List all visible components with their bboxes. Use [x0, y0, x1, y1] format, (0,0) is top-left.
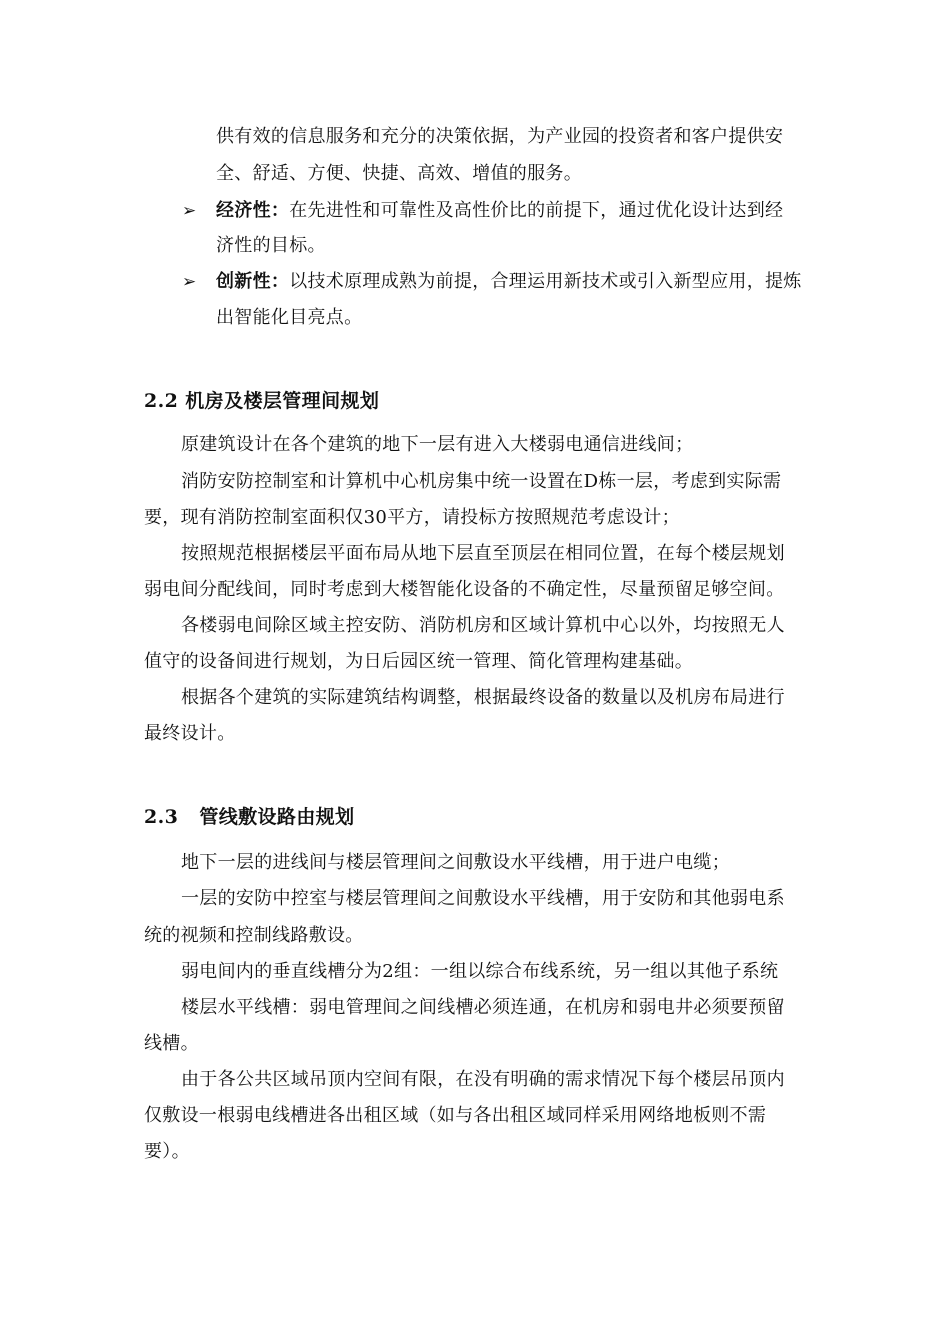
paragraph-line: 按照规范根据楼层平面布局从地下层直至顶层在相同位置，在每个楼层规划 [181, 543, 785, 564]
paragraph-line: 楼层水平线槽：弱电管理间之间线槽必须连通，在机房和弱电井必须要预留 [181, 997, 785, 1018]
bullet-text-continued: 出智能化目亮点。 [216, 307, 363, 328]
intro-line-2: 全、舒适、方便、快捷、高效、增值的服务。 [216, 163, 582, 184]
paragraph-line: 弱电间分配线间，同时考虑到大楼智能化设备的不确定性，尽量预留足够空间。 [144, 579, 785, 600]
paragraph-line: 值守的设备间进行规划，为日后园区统一管理、简化管理构建基础。 [144, 651, 693, 672]
section-title: 管线敷设路由规划 [199, 806, 355, 828]
paragraph-line: 最终设计。 [144, 723, 236, 744]
section-heading-2-3 [144, 804, 355, 830]
paragraph-line: 各楼弱电间除区域主控安防、消防机房和区域计算机中心以外，均按照无人 [181, 615, 785, 636]
paragraph-line: 根据各个建筑的实际建筑结构调整，根据最终设备的数量以及机房布局进行 [181, 687, 785, 708]
paragraph-line: 由于各公共区域吊顶内空间有限，在没有明确的需求情况下每个楼层吊顶内 [181, 1069, 785, 1090]
paragraph-line: 统的视频和控制线路敷设。 [144, 925, 364, 946]
section-heading-2-2 [144, 388, 379, 414]
paragraph-line: 要）。 [144, 1141, 190, 1162]
paragraph-line: 线槽。 [144, 1033, 199, 1054]
arrow-bullet-icon: ➢ [182, 201, 197, 221]
bullet-term: 经济性： [216, 200, 290, 221]
bullet-text: 在先进性和可靠性及高性价比的前提下，通过优化设计达到经 [289, 200, 784, 221]
paragraph-line: 原建筑设计在各个建筑的地下一层有进入大楼弱电通信进线间； [181, 434, 694, 455]
paragraph-line: 消防安防控制室和计算机中心机房集中统一设置在D栋一层，考虑到实际需 [181, 471, 782, 492]
section-number: 2.2 [144, 390, 179, 412]
bullet-term: 创新性： [216, 271, 290, 292]
section-title: 机房及楼层管理间规划 [185, 390, 380, 412]
paragraph-line: 弱电间内的垂直线槽分为2组：一组以综合布线系统，另一组以其他子系统 [181, 961, 779, 982]
arrow-bullet-icon: ➢ [182, 272, 197, 292]
intro-line-1: 供有效的信息服务和充分的决策依据，为产业园的投资者和客户提供安 [216, 126, 784, 147]
bullet-item-economy [216, 199, 783, 223]
paragraph-line: 仅敷设一根弱电线槽进各出租区域（如与各出租区域同样采用网络地板则不需 [144, 1105, 767, 1126]
paragraph-line: 一层的安防中控室与楼层管理间之间敷设水平线槽，用于安防和其他弱电系 [181, 888, 785, 909]
bullet-text: 以技术原理成熟为前提，合理运用新技术或引入新型应用，提炼 [289, 271, 802, 292]
section-number: 2.3 [144, 806, 179, 828]
paragraph-line: 要，现有消防控制室面积仅30平方，请投标方按照规范考虑设计； [144, 507, 680, 528]
paragraph-line: 地下一层的进线间与楼层管理间之间敷设水平线槽，用于进户电缆； [181, 852, 730, 873]
bullet-text-continued: 济性的目标。 [216, 235, 326, 256]
bullet-item-innovation [216, 270, 802, 294]
